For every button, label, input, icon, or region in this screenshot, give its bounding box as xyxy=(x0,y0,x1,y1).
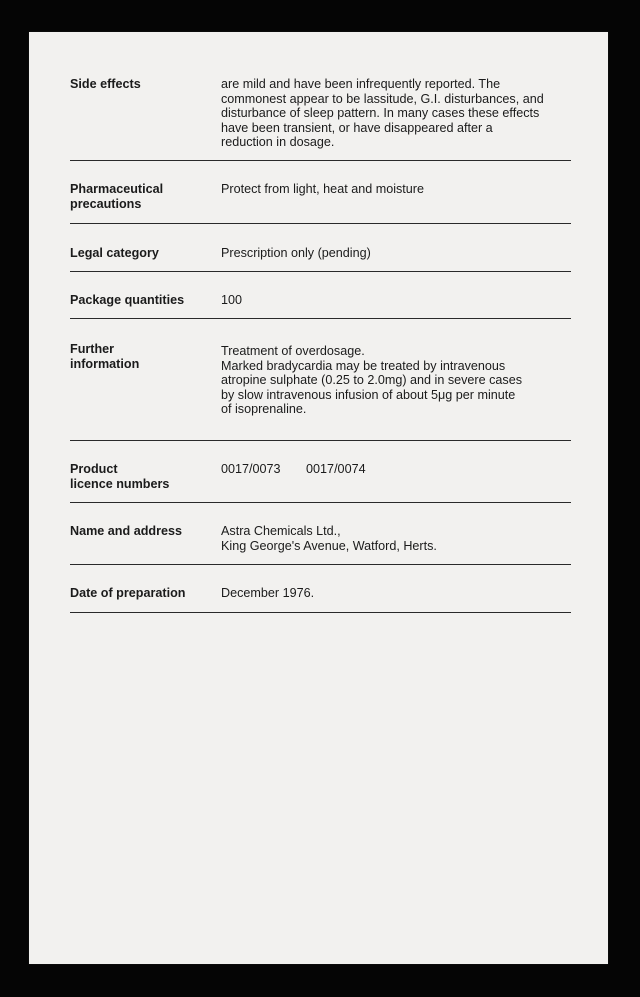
divider-rule xyxy=(70,271,571,272)
divider-rule xyxy=(70,612,571,613)
value-line: Protect from light, heat and moisture xyxy=(221,182,424,196)
divider-rule xyxy=(70,564,571,565)
row-label xyxy=(70,293,215,308)
divider-rule xyxy=(70,318,571,319)
value-line: reduction in dosage. xyxy=(221,135,335,150)
licence-number: 0017/0073 xyxy=(221,462,281,476)
value-line: of isoprenaline. xyxy=(221,402,307,417)
label-line: Side effects xyxy=(70,77,141,91)
row-label xyxy=(70,182,215,211)
value-line: King George's Avenue, Watford, Herts. xyxy=(221,538,437,553)
label-line: Pharmaceutical xyxy=(70,182,164,196)
data-sheet-page xyxy=(29,32,608,964)
label-line: Further xyxy=(70,342,115,356)
label-line: precautions xyxy=(70,196,142,211)
value-line: Astra Chemicals Ltd., xyxy=(221,524,341,538)
value-line: by slow intravenous infusion of about 5μg per minute xyxy=(221,387,516,402)
row-label xyxy=(70,342,215,371)
value-line: are mild and have been infrequently reported. The xyxy=(221,77,501,91)
row-value xyxy=(221,524,571,553)
value-line: atropine sulphate (0.25 to 2.0mg) and in severe cases xyxy=(221,373,523,388)
row-label xyxy=(70,246,215,261)
row-label xyxy=(70,586,215,601)
label-line: Legal category xyxy=(70,246,159,260)
value-line: have been transient, or have disappeared after a xyxy=(221,120,493,135)
row-value xyxy=(221,246,571,261)
divider-rule xyxy=(70,160,571,161)
label-line: Product xyxy=(70,462,118,476)
row-value xyxy=(221,293,571,308)
label-line: information xyxy=(70,356,140,371)
value-line: Marked bradycardia may be treated by intravenous xyxy=(221,358,506,373)
row-value xyxy=(221,77,571,150)
value-line: December 1976. xyxy=(221,586,315,600)
label-line: Date of preparation xyxy=(70,586,186,600)
licence-number: 0017/0074 xyxy=(306,462,366,476)
value-line: 100 xyxy=(221,293,243,307)
row-label xyxy=(70,77,215,92)
divider-rule xyxy=(70,440,571,441)
value-line: Prescription only (pending) xyxy=(221,246,371,260)
divider-rule xyxy=(70,502,571,503)
value-line: commonest appear to be lassitude, G.I. disturbances, and xyxy=(221,91,544,106)
label-line: Name and address xyxy=(70,524,182,538)
row-value xyxy=(221,462,571,477)
value-line: Treatment of overdosage. xyxy=(221,344,365,358)
row-value xyxy=(221,344,571,417)
divider-rule xyxy=(70,223,571,224)
row-label xyxy=(70,524,215,539)
label-line: Package quantities xyxy=(70,293,185,307)
row-value xyxy=(221,586,571,601)
row-label xyxy=(70,462,215,491)
row-value xyxy=(221,182,571,197)
label-line: licence numbers xyxy=(70,476,170,491)
value-line: disturbance of sleep pattern. In many cases these effects xyxy=(221,106,540,121)
